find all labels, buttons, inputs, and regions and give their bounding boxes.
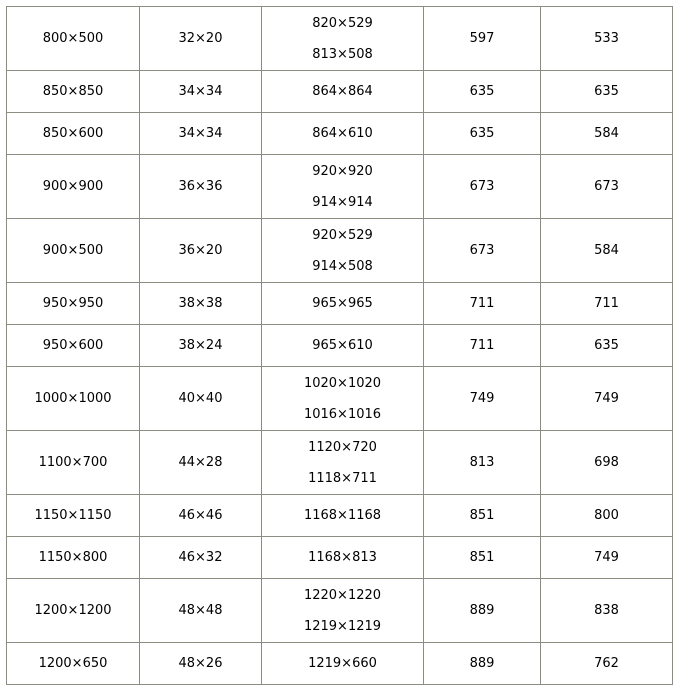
cell-col-3-line: 965×965 [312,296,373,311]
cell-col-5: 749 [541,367,673,431]
cell-col-3 [262,367,424,431]
cell-col-2: 46×46 [140,495,262,537]
cell-col-1: 950×950 [7,283,140,325]
cell-col-3-line: 864×610 [312,126,373,141]
cell-col-3-line: 1168×1168 [303,508,382,523]
cell-col-3-line: 864×864 [312,84,373,99]
cell-col-3-line: 1219×1219 [303,618,382,634]
cell-col-3 [262,431,424,495]
cell-col-5: 762 [541,643,673,685]
table-row [7,579,673,643]
cell-col-5: 711 [541,283,673,325]
cell-col-2: 48×48 [140,579,262,643]
cell-col-3 [262,495,424,537]
cell-col-3 [262,113,424,155]
cell-col-2: 46×32 [140,537,262,579]
cell-col-3-line: 920×529 [312,227,373,243]
cell-col-3 [262,155,424,219]
table-row [7,283,673,325]
cell-col-1: 850×850 [7,71,140,113]
table-row [7,71,673,113]
cell-col-1: 1150×1150 [7,495,140,537]
cell-col-1: 1150×800 [7,537,140,579]
cell-col-3-line: 920×920 [312,163,373,179]
cell-col-2: 34×34 [140,113,262,155]
cell-col-2: 36×20 [140,219,262,283]
table-row [7,7,673,71]
cell-col-1: 1000×1000 [7,367,140,431]
cell-col-4: 635 [424,113,541,155]
cell-col-1: 800×500 [7,7,140,71]
cell-col-3-line: 1168×813 [308,550,377,565]
cell-col-1: 850×600 [7,113,140,155]
cell-col-4: 597 [424,7,541,71]
cell-col-2: 34×34 [140,71,262,113]
table-row [7,325,673,367]
table-row [7,155,673,219]
cell-col-4: 851 [424,495,541,537]
cell-col-5: 698 [541,431,673,495]
cell-col-2: 40×40 [140,367,262,431]
size-table-body [7,7,673,685]
cell-col-3 [262,219,424,283]
cell-col-2: 32×20 [140,7,262,71]
cell-col-3 [262,325,424,367]
table-row [7,643,673,685]
cell-col-5: 673 [541,155,673,219]
cell-col-1: 1200×1200 [7,579,140,643]
cell-col-4: 635 [424,71,541,113]
cell-col-3-line: 1016×1016 [303,406,382,422]
cell-col-2: 38×38 [140,283,262,325]
cell-col-1: 900×500 [7,219,140,283]
cell-col-3-line: 1220×1220 [303,587,382,603]
cell-col-2: 44×28 [140,431,262,495]
cell-col-4: 673 [424,155,541,219]
cell-col-3-line: 1120×720 [308,439,377,455]
cell-col-1: 1100×700 [7,431,140,495]
cell-col-4: 889 [424,579,541,643]
cell-col-4: 673 [424,219,541,283]
cell-col-3 [262,537,424,579]
table-row [7,431,673,495]
table-row [7,219,673,283]
cell-col-3 [262,643,424,685]
cell-col-1: 950×600 [7,325,140,367]
table-row [7,537,673,579]
cell-col-5: 584 [541,219,673,283]
cell-col-4: 813 [424,431,541,495]
size-table [6,6,673,685]
cell-col-5: 533 [541,7,673,71]
cell-col-3-line: 1118×711 [308,470,377,486]
cell-col-3-line: 914×508 [312,258,373,274]
cell-col-5: 749 [541,537,673,579]
cell-col-5: 635 [541,71,673,113]
cell-col-4: 749 [424,367,541,431]
cell-col-3-line: 1020×1020 [303,375,382,391]
cell-col-4: 711 [424,283,541,325]
cell-col-3-line: 914×914 [312,194,373,210]
table-row [7,495,673,537]
table-row [7,367,673,431]
cell-col-1: 900×900 [7,155,140,219]
cell-col-3-line: 813×508 [312,46,373,62]
cell-col-5: 800 [541,495,673,537]
cell-col-2: 36×36 [140,155,262,219]
cell-col-3 [262,579,424,643]
cell-col-5: 635 [541,325,673,367]
cell-col-5: 584 [541,113,673,155]
cell-col-2: 38×24 [140,325,262,367]
cell-col-3 [262,283,424,325]
cell-col-4: 889 [424,643,541,685]
cell-col-2: 48×26 [140,643,262,685]
cell-col-5: 838 [541,579,673,643]
cell-col-3 [262,71,424,113]
table-row [7,113,673,155]
cell-col-4: 711 [424,325,541,367]
cell-col-3-line: 1219×660 [308,656,377,671]
cell-col-3 [262,7,424,71]
cell-col-3-line: 820×529 [312,15,373,31]
cell-col-1: 1200×650 [7,643,140,685]
cell-col-3-line: 965×610 [312,338,373,353]
cell-col-4: 851 [424,537,541,579]
